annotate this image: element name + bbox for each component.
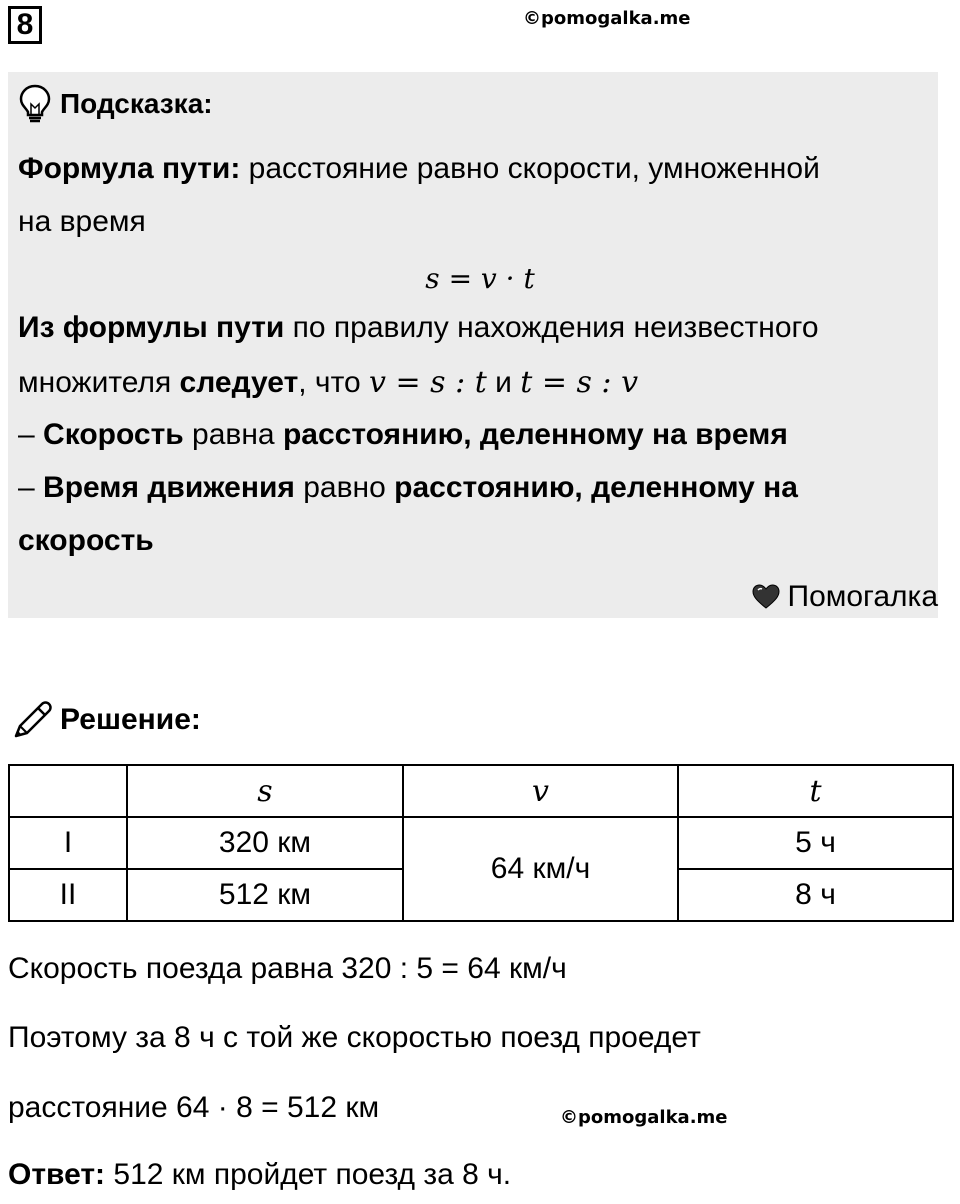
derive-and: и [486,366,521,399]
time-bold2: расстоянию, деленному на [394,471,798,504]
hint-title-text: Подсказка: [60,88,213,119]
merged-speed: 64 км/ч [403,817,678,921]
derive-line2-a: множителя [18,366,180,399]
table-header-v: v [403,765,678,817]
solution-line-1: Скорость поезда равна 320 : 5 = 64 км/ч [8,952,567,985]
hint-title [18,84,213,124]
formula: s = v · t [425,262,535,295]
signature [752,580,939,614]
formula-line-2: на время [18,205,146,238]
derive-line-2 [18,365,638,400]
row-label: II [9,869,127,921]
derive-formula-2: t = s : v [520,365,639,400]
speed-bold2: расстоянию, деленному на время [282,418,788,451]
answer-line [8,1158,511,1192]
table-header-s: s [127,765,403,817]
time-text: равно [294,471,395,504]
derive-line2-b: , что [298,366,369,399]
pencil-icon [10,698,54,742]
solution-line-3: расстояние 64 · 8 = 512 км [8,1091,380,1124]
table-row [9,817,953,869]
speed-dash: – [18,418,44,451]
answer-text: 512 км пройдет поезд за 8 ч. [105,1158,512,1191]
derive-text: по правилу нахождения неизвестного [284,311,819,344]
answer-label: Ответ: [8,1158,106,1191]
signature-text: Помогалка [787,580,938,613]
solution-title-text: Решение: [60,703,201,736]
solution-title [10,698,201,742]
derive-formula-1: v = s : t [369,365,487,400]
lightbulb-icon [18,84,52,124]
table-header-empty [9,765,127,817]
table-header-t: t [678,765,953,817]
derive-line2-bold: следует [179,366,299,399]
formula-line-1 [18,152,820,186]
watermark-top: ©pomogalka.me [523,8,691,29]
time-bold3: скорость [18,524,154,557]
speed-bold: Скорость [43,418,184,451]
speed-text: равна [183,418,283,451]
solution-line-2: Поэтому за 8 ч с той же скоростью поезд проедет [8,1021,701,1054]
speed-line [18,418,788,452]
task-number: 8 [8,6,42,44]
row-time: 8 ч [678,869,953,921]
time-dash: – [18,471,44,504]
row-distance: 320 км [127,817,403,869]
row-time: 5 ч [678,817,953,869]
derive-bold: Из формулы пути [18,311,285,344]
watermark-middle: ©pomogalka.me [560,1107,728,1128]
formula-desc-1: расстояние равно скорости, умноженной [240,152,820,185]
time-line-2 [18,524,154,558]
derive-line-1 [18,311,819,345]
formula-term: Формула пути: [18,152,241,185]
row-distance: 512 км [127,869,403,921]
table-header-row [9,765,953,817]
row-label: I [9,817,127,869]
time-line [18,471,798,505]
heart-icon [752,584,780,610]
time-bold: Время движения [43,471,295,504]
data-table [8,764,954,922]
